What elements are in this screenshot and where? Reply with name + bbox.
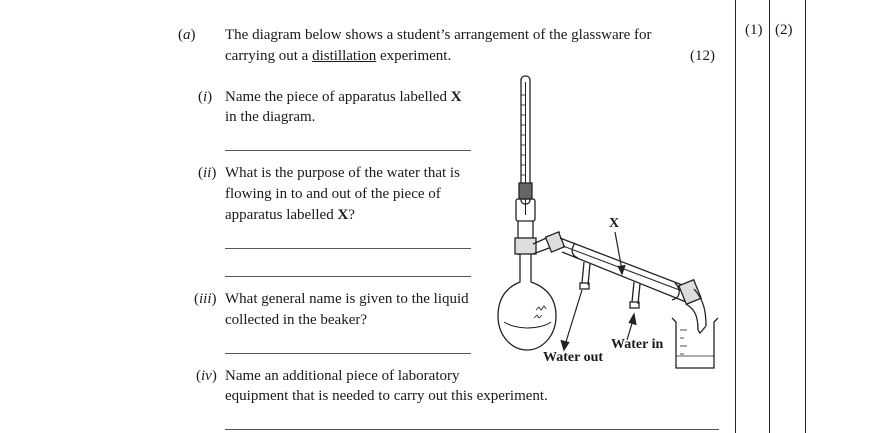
- condenser: [560, 238, 698, 308]
- question-marks: (12): [690, 48, 715, 64]
- label-water-out: Water out: [543, 350, 604, 365]
- arrow-x: [615, 232, 625, 274]
- part-label: (a): [178, 27, 196, 43]
- subq-ii-line3: apparatus labelled X?: [225, 207, 355, 223]
- intro-line-2: carrying out a distillation experiment.: [225, 48, 452, 64]
- subq-ii-line1: What is the purpose of the water that is: [225, 165, 460, 181]
- subq-iv-label: (iv): [196, 368, 217, 384]
- subq-ii-label: (ii): [198, 165, 217, 181]
- subq-iii-line2: collected in the beaker?: [225, 312, 368, 328]
- subq-iii-label: (iii): [194, 291, 217, 307]
- subq-i-line1: Name the piece of apparatus labelled X: [225, 89, 462, 105]
- subq-iv-line1: Name an additional piece of laboratory: [225, 368, 460, 384]
- subq-i-label: (i): [198, 89, 213, 105]
- subq-ii-line2: flowing in to and out of the piece of: [225, 186, 441, 202]
- intro-line-1: The diagram below shows a student’s arrangement of the glassware for: [225, 27, 652, 43]
- thermometer: [519, 76, 532, 215]
- subq-i-line2: in the diagram.: [225, 109, 316, 125]
- subq-iv-line2: equipment that is needed to carry out this experiment.: [225, 388, 548, 404]
- subq-iii-line1: What general name is given to the liquid: [225, 291, 469, 307]
- label-water-in: Water in: [611, 337, 664, 352]
- round-bottom-flask: [498, 273, 556, 350]
- beaker: [672, 318, 718, 368]
- margin-header-2: (2): [775, 22, 793, 38]
- margin-header-1: (1): [745, 22, 763, 38]
- label-x: X: [609, 216, 620, 231]
- arrow-water-out: [561, 290, 582, 350]
